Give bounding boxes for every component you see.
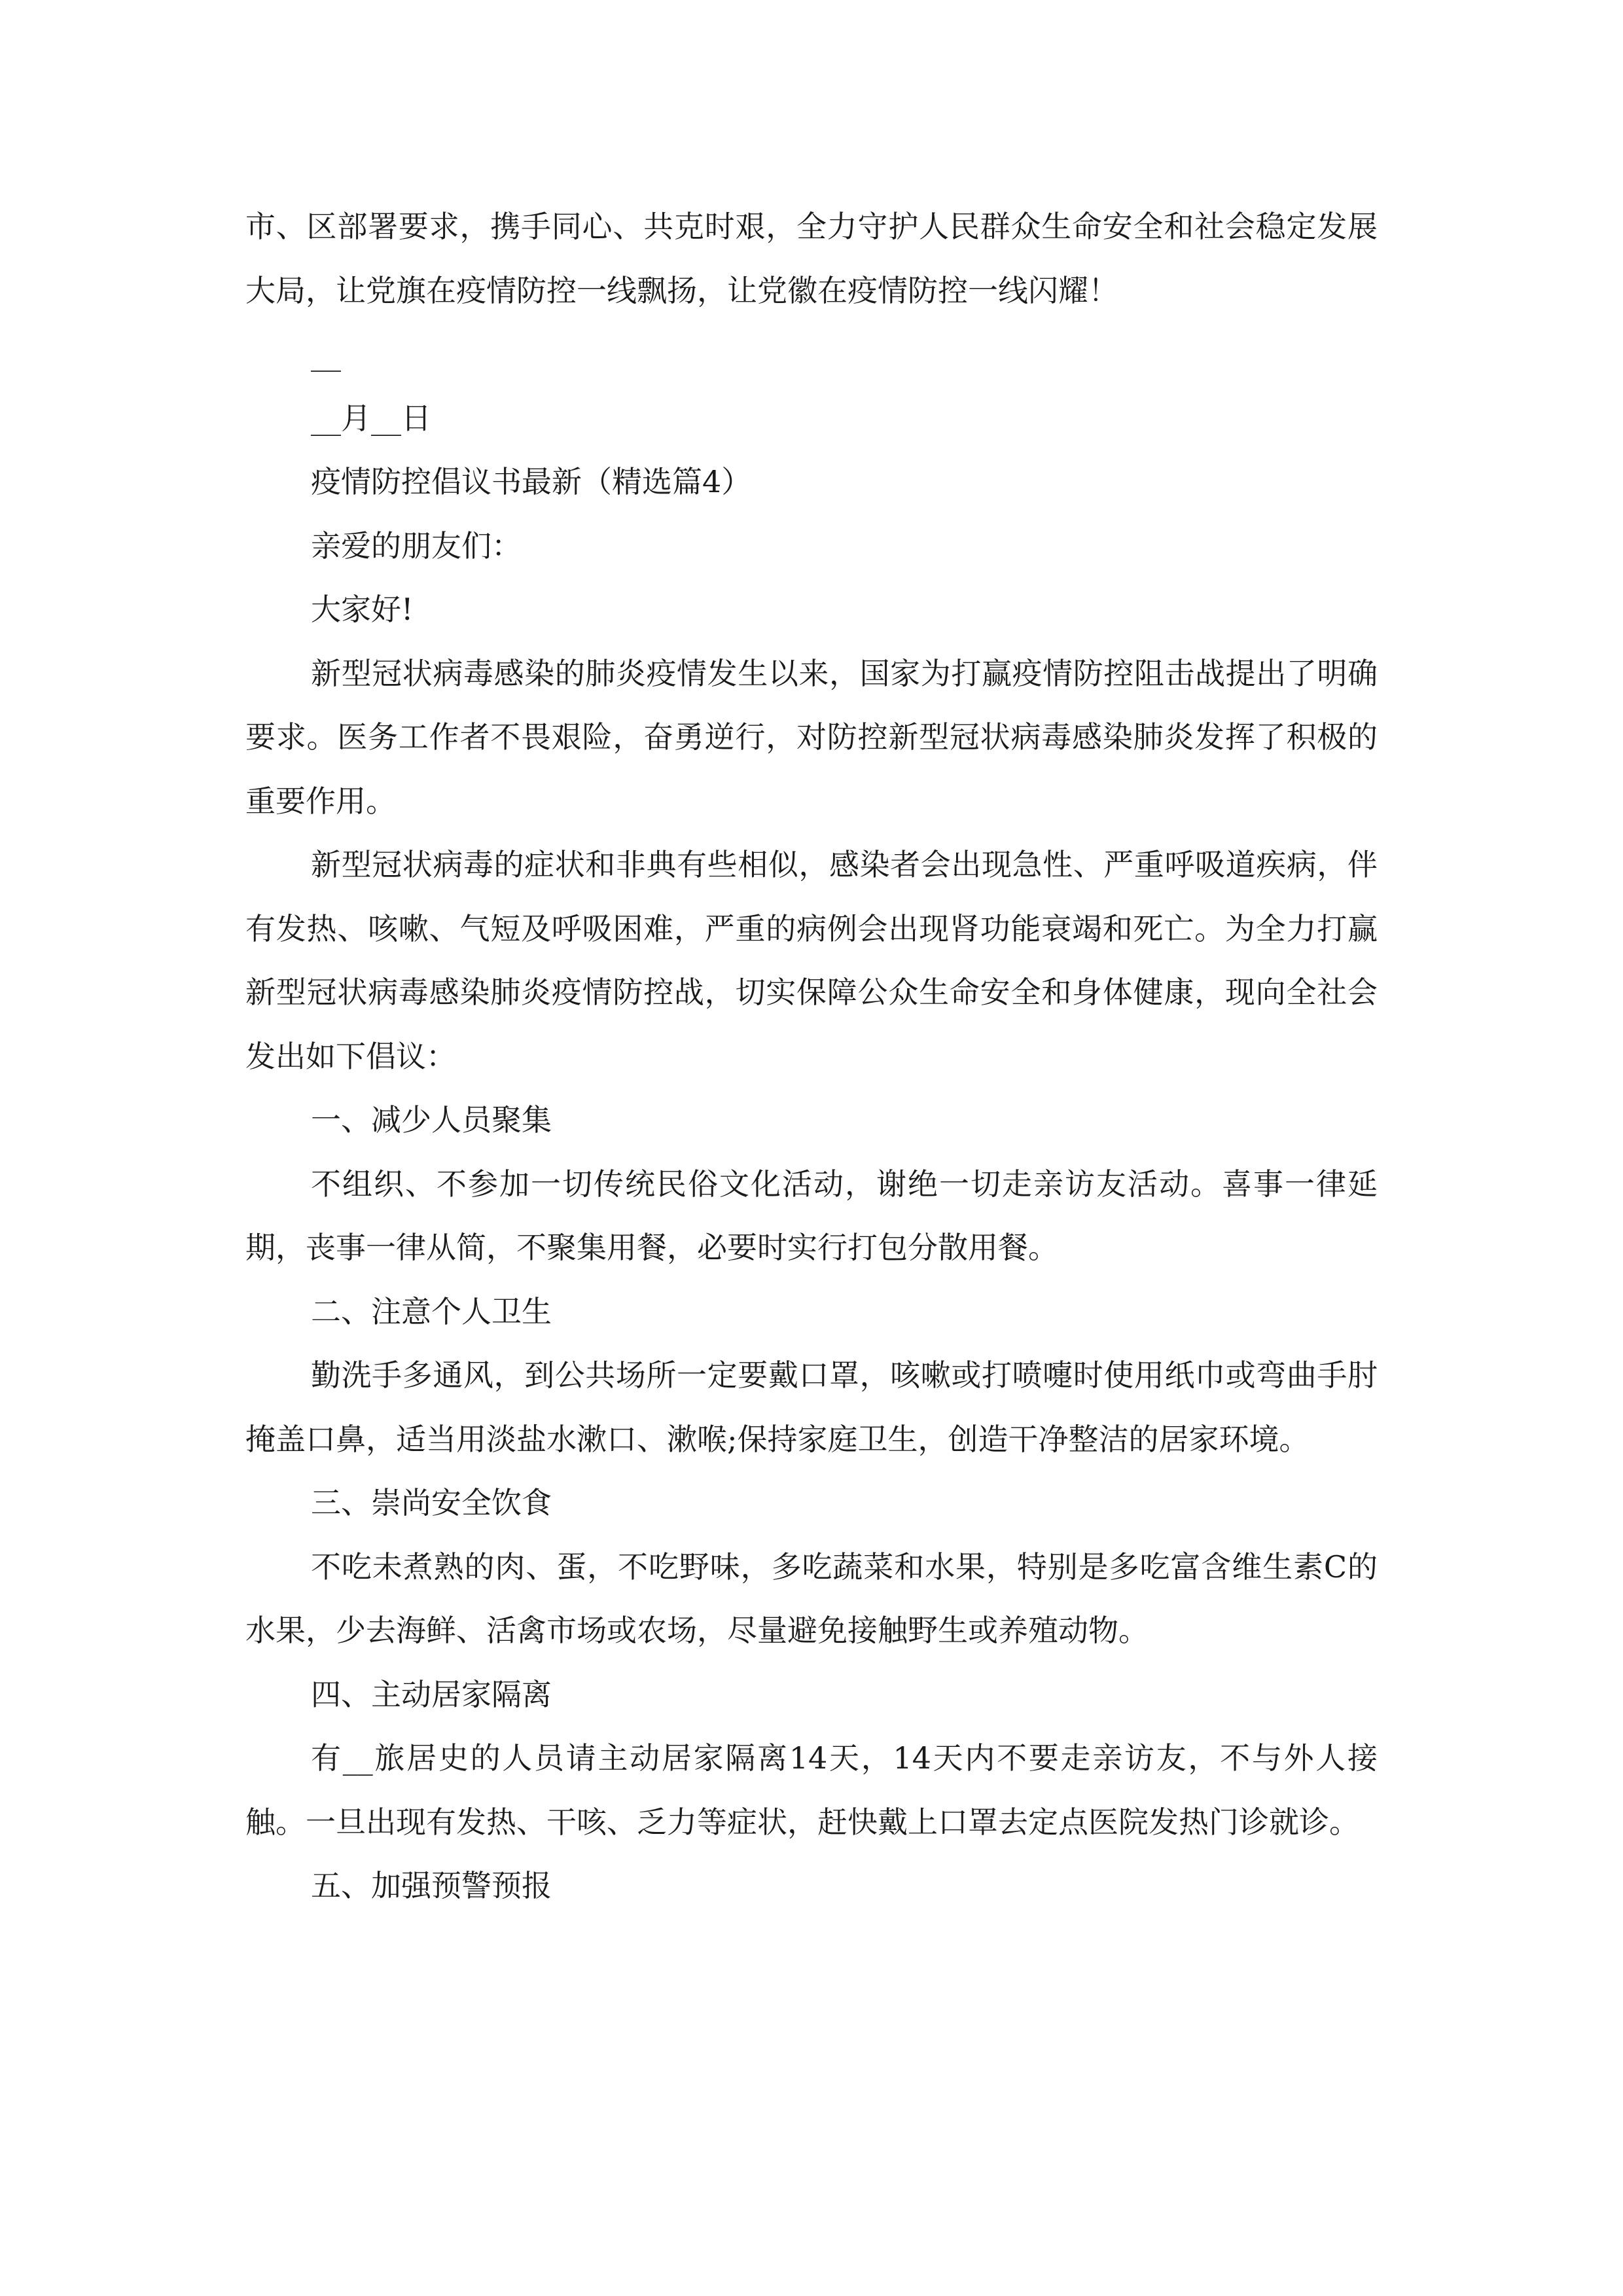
heading-early-warning: 五、加强预警预报 bbox=[311, 1868, 552, 1903]
paragraph-personal-hygiene: 勤洗手多通风，到公共场所一定要戴口罩，咳嗽或打喷嚏时使用纸巾或弯曲手肘掩盖口鼻，适当用淡盐水漱口、漱喉;保持家庭卫生，创造干净整洁的居家环境。 bbox=[245, 1357, 1378, 1457]
paragraph-home-isolation: 有__旅居史的人员请主动居家隔离14天，14天内不要走亲访友，不与外人接触。一旦出现有发热、干咳、乏力等症状，赶快戴上口罩去定点医院发热门诊就诊。 bbox=[245, 1740, 1378, 1840]
paragraph-reduce-gathering: 不组织、不参加一切传统民俗文化活动，谢绝一切走亲访友活动。喜事一律延期，丧事一律从简，不聚集用餐，必要时实行打包分散用餐。 bbox=[245, 1166, 1378, 1265]
greeting: 大家好! bbox=[311, 592, 414, 627]
heading-safe-diet: 三、崇尚安全饮食 bbox=[311, 1485, 552, 1520]
paragraph-intro: 新型冠状病毒感染的肺炎疫情发生以来，国家为打赢疫情防控阻击战提出了明确要求。医务工作者不畏艰险，奋勇逆行，对防控新型冠状病毒感染肺炎发挥了积极的重要作用。 bbox=[245, 655, 1378, 819]
paragraph-symptoms: 新型冠状病毒的症状和非典有些相似，感染者会出现急性、严重呼吸道疾病，伴有发热、咳嗽、气短及呼吸困难，严重的病例会出现肾功能衰竭和死亡。为全力打赢新型冠状病毒感染肺炎疫情防控战，切实保障公众生命安全和身体健康，现向全社会发出如下倡议： bbox=[245, 847, 1378, 1074]
date-line: __月__日 bbox=[311, 400, 431, 436]
salutation: 亲爱的朋友们： bbox=[311, 528, 522, 564]
signature-blank: __ bbox=[311, 336, 341, 372]
section-title: 疫情防控倡议书最新（精选篇4） bbox=[311, 464, 752, 499]
document-body bbox=[245, 195, 1378, 1918]
heading-home-isolation: 四、主动居家隔离 bbox=[311, 1676, 552, 1712]
paragraph-safe-diet: 不吃未煮熟的肉、蛋，不吃野味，多吃蔬菜和水果，特别是多吃富含维生素C的水果，少去海鲜、活禽市场或农场，尽量避免接触野生或养殖动物。 bbox=[245, 1549, 1378, 1648]
heading-personal-hygiene: 二、注意个人卫生 bbox=[311, 1293, 552, 1329]
heading-reduce-gathering: 一、减少人员聚集 bbox=[311, 1102, 552, 1138]
paragraph-closing-text: 市、区部署要求，携手同心、共克时艰，全力守护人民群众生命安全和社会稳定发展大局，让党旗在疫情防控一线飘扬，让党徽在疫情防控一线闪耀！ bbox=[245, 209, 1378, 308]
